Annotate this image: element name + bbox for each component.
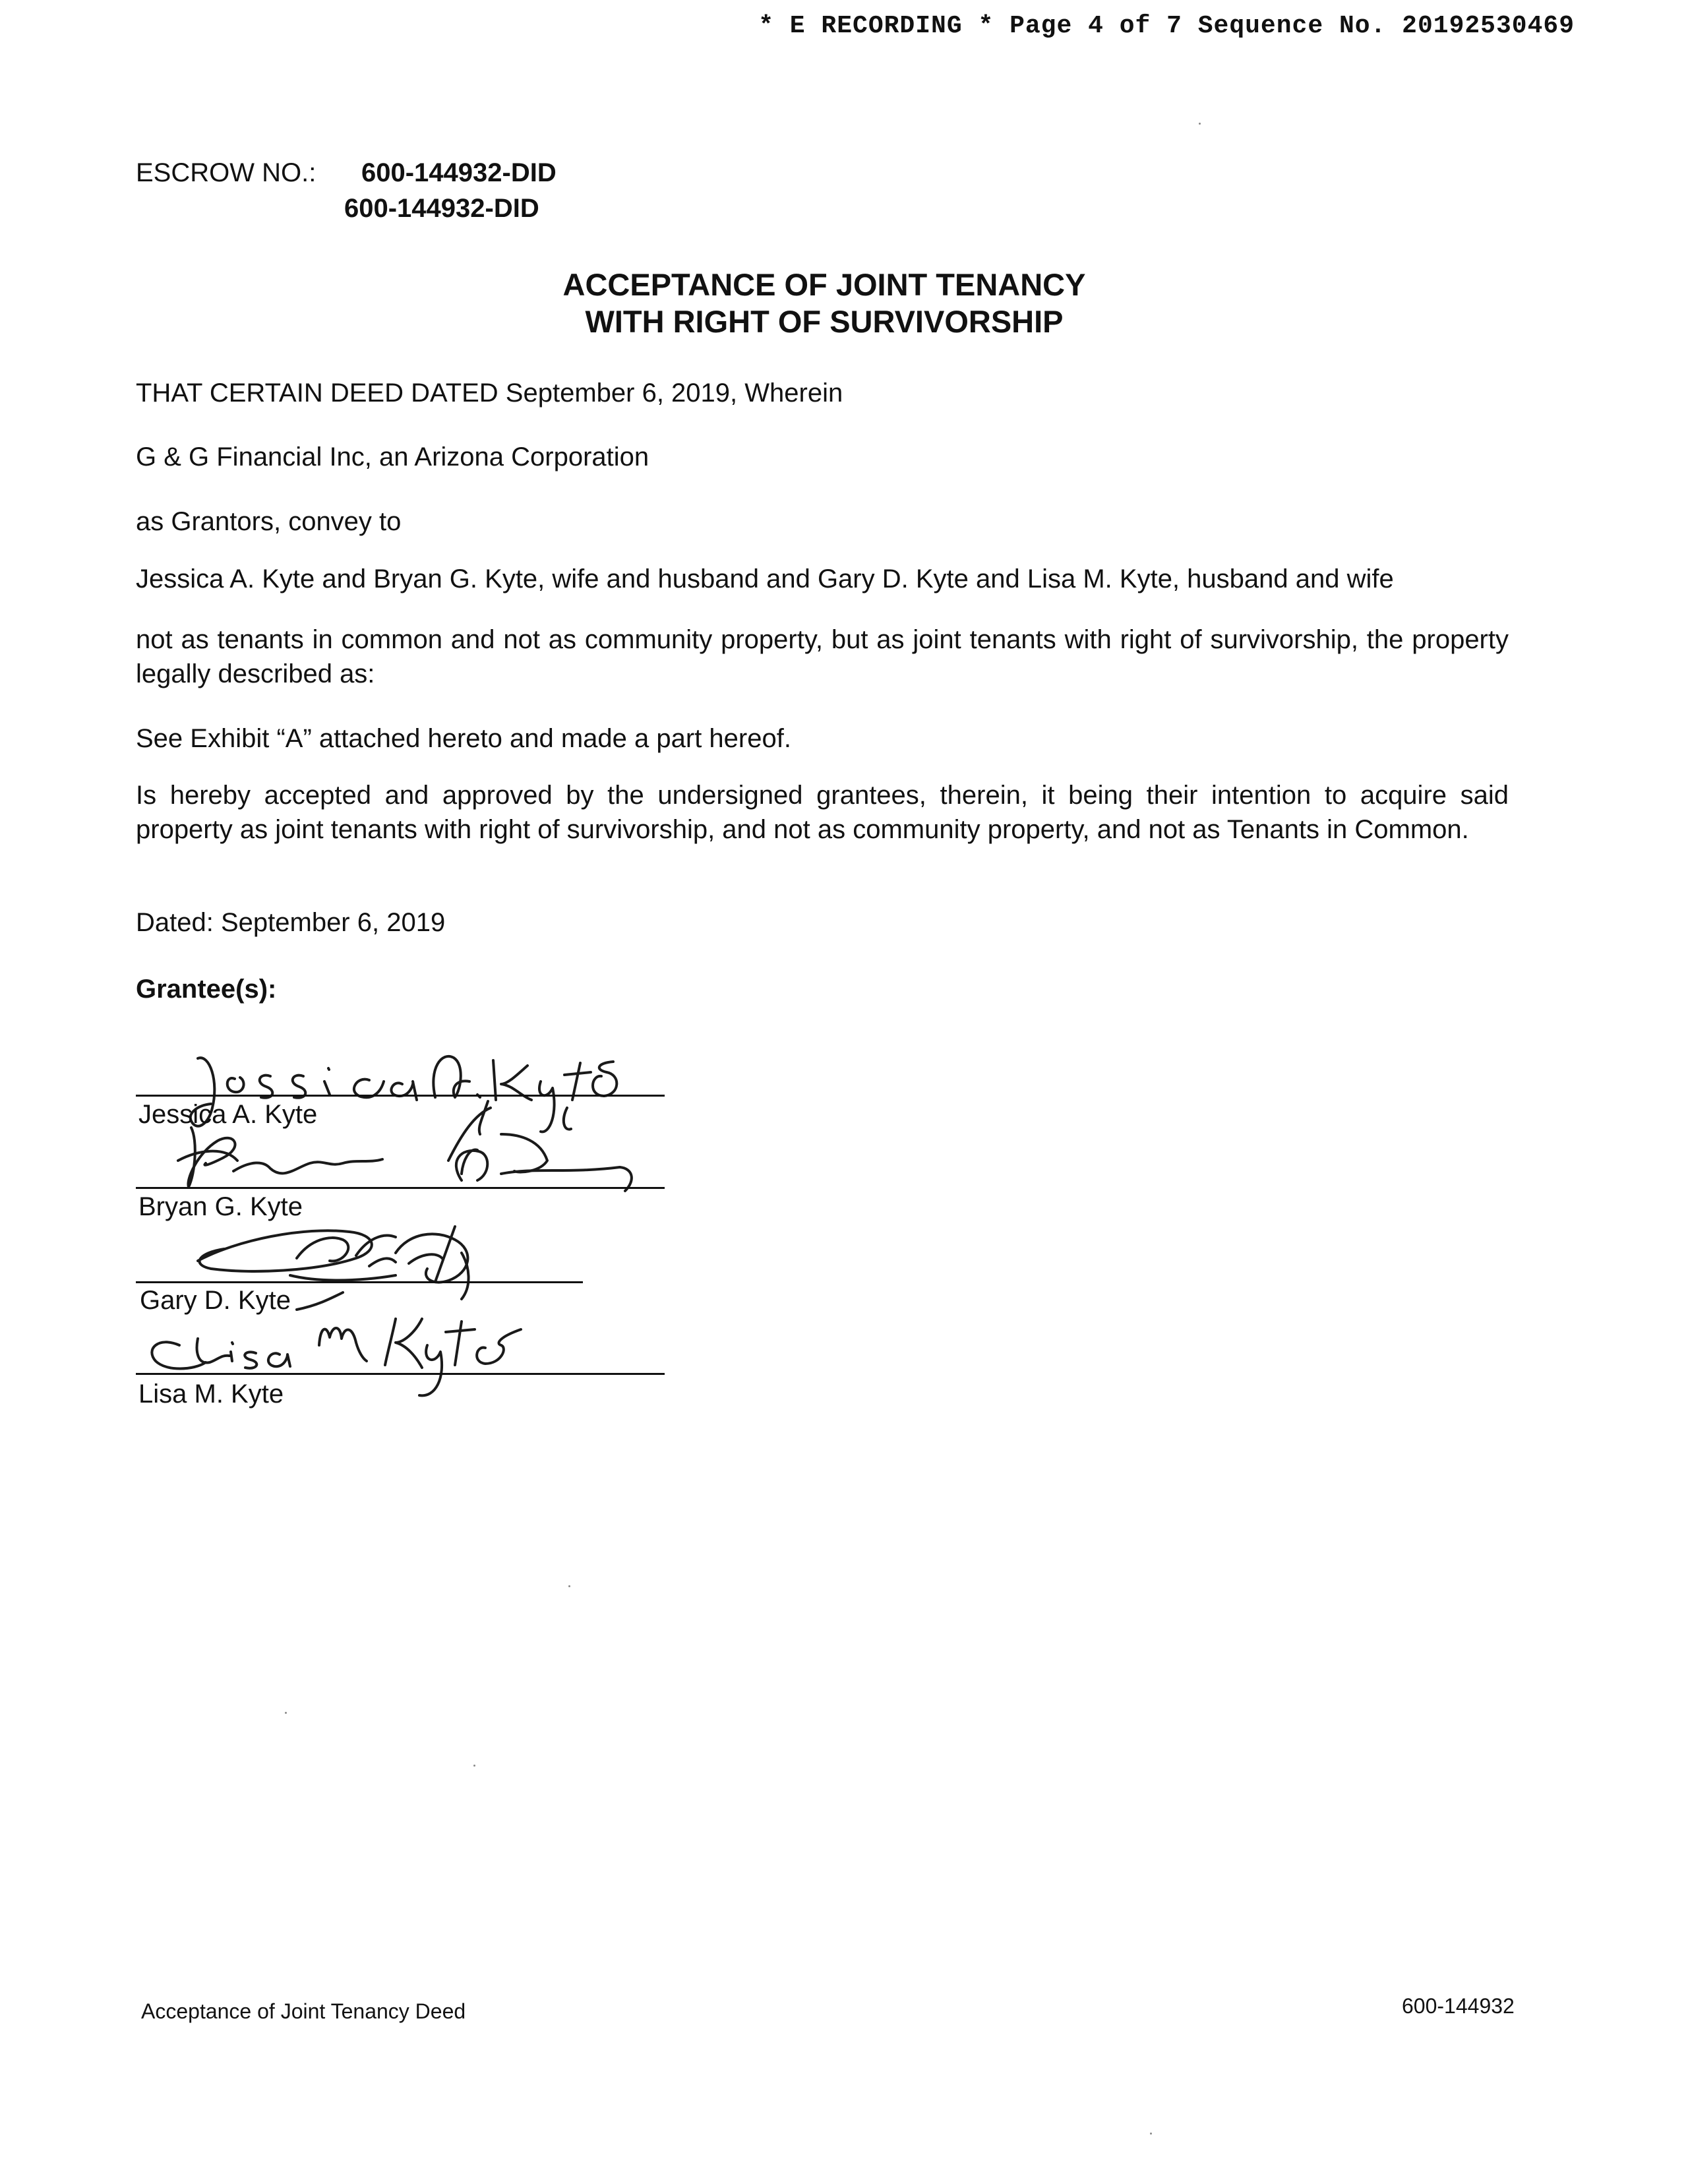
scan-speck [1199, 123, 1201, 125]
scan-speck [568, 1585, 570, 1587]
exhibit-reference: See Exhibit “A” attached hereto and made a part hereof. [136, 724, 791, 753]
acceptance-paragraph: Is hereby accepted and approved by the undersigned grantees, therein, it being their intention to acquire said property as joint tenants with right of survivorship, and not as community property, and not as Tenants in Common. [136, 781, 1509, 844]
escrow-number-repeat: 600-144932-DID [344, 194, 539, 223]
signature-line [136, 1095, 665, 1097]
recording-header: * E RECORDING * Page 4 of 7 Sequence No. 20192530469 [758, 12, 1575, 40]
grantor-name: G & G Financial Inc, an Arizona Corporation [136, 442, 649, 471]
signature-line [136, 1187, 665, 1189]
signature-line [136, 1373, 665, 1375]
document-title-line-2: WITH RIGHT OF SURVIVORSHIP [585, 304, 1064, 339]
document-title-line-1: ACCEPTANCE OF JOINT TENANCY [562, 267, 1086, 302]
grantors-convey-line: as Grantors, convey to [136, 507, 402, 536]
grantees-names: Jessica A. Kyte and Bryan G. Kyte, wife and husband and Gary D. Kyte and Lisa M. Kyte, husband and wife [136, 564, 1394, 593]
scan-speck [473, 1765, 475, 1767]
grantee-name-lisa: Lisa M. Kyte [138, 1380, 284, 1409]
deed-date-line: THAT CERTAIN DEED DATED September 6, 2019, Wherein [136, 379, 843, 408]
scan-speck [285, 1712, 287, 1714]
footer-file-number: 600-144932 [1402, 1994, 1515, 2018]
grantee-name-jessica: Jessica A. Kyte [138, 1100, 318, 1129]
tenancy-paragraph: not as tenants in common and not as community property, but as joint tenants with right of survivorship, the property legally described as: [136, 625, 1509, 688]
footer-document-name: Acceptance of Joint Tenancy Deed [141, 1999, 466, 2023]
escrow-label: ESCROW NO.: [136, 158, 316, 187]
grantee-heading: Grantee(s): [136, 975, 277, 1004]
dated-line: Dated: September 6, 2019 [136, 908, 446, 937]
grantee-name-gary: Gary D. Kyte [140, 1286, 291, 1315]
scan-speck [1150, 2133, 1152, 2135]
escrow-number: 600-144932-DID [361, 158, 557, 187]
signature-line [136, 1281, 583, 1283]
grantee-name-bryan: Bryan G. Kyte [138, 1192, 303, 1221]
